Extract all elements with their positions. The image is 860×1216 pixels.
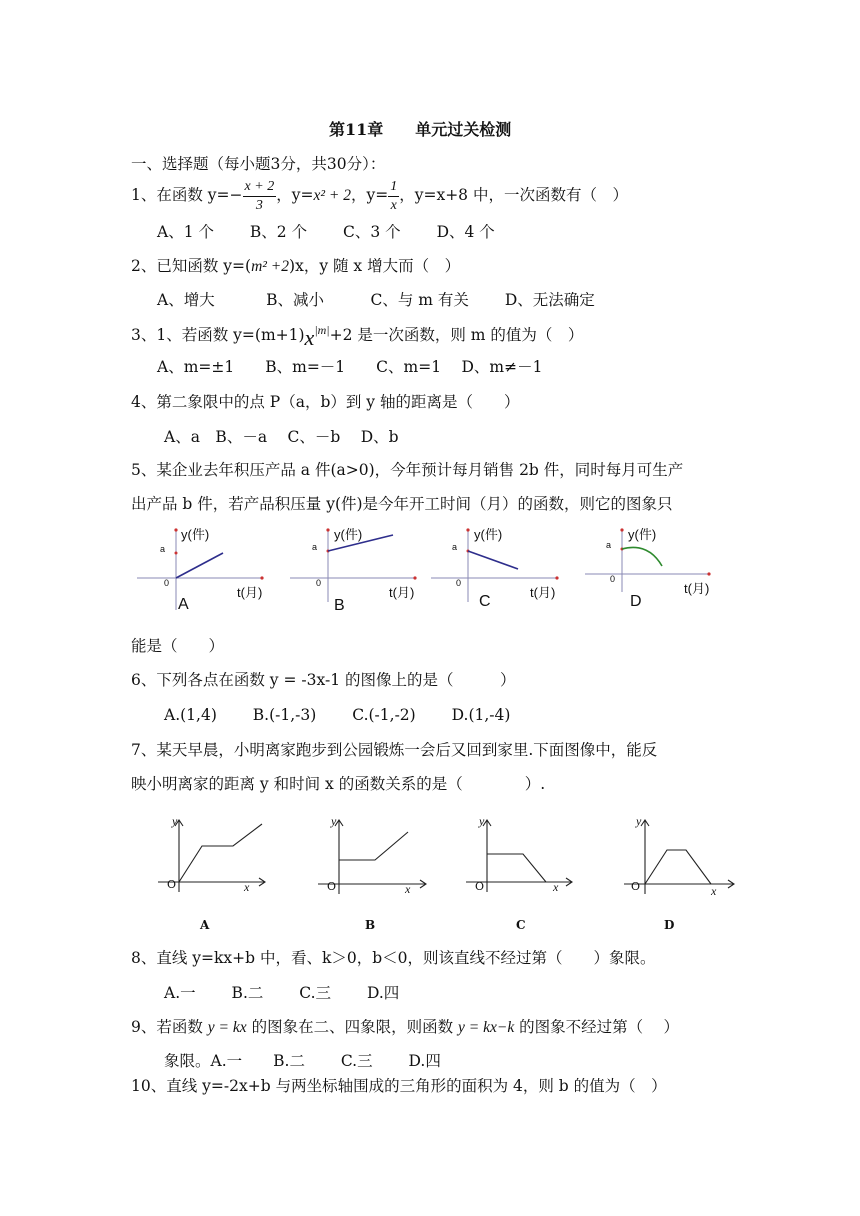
q5-line-3: 能是（ ）	[131, 637, 225, 655]
q5-d-xlabel: t(月)	[684, 581, 710, 596]
q5-label-c: C	[479, 593, 491, 610]
q1-square-term: x² + 2	[313, 187, 351, 204]
q5-c-ylabel: y(件)	[474, 527, 503, 542]
q3-power-base: x	[304, 325, 315, 350]
graph-line	[645, 850, 711, 884]
x-axis-arrow	[413, 576, 416, 579]
q5-c-origin: 0	[456, 578, 462, 588]
q7-graphs	[150, 810, 750, 902]
q4-options: A、a B、－a C、－b D、b	[164, 428, 399, 446]
q7-label-b: B	[365, 918, 376, 932]
q5-b-origin: 0	[316, 578, 322, 588]
q3-options: A、m=±1 B、m=－1 C、m=1 D、m≠－1	[157, 358, 543, 376]
q8-options: A.一 B.二 C.三 D.四	[164, 984, 400, 1002]
q7-label-a: A	[200, 918, 210, 932]
x-axis-arrow	[707, 572, 710, 575]
q5-a-a: a	[160, 544, 166, 554]
q7-label-c: C	[516, 918, 526, 932]
y-axis-arrow	[620, 528, 623, 531]
q5-b-ylabel: y(件)	[334, 527, 363, 542]
q5-label-d: D	[630, 593, 642, 610]
q7-a-origin: O	[167, 878, 177, 891]
q5-label-b: B	[334, 597, 345, 614]
q5-a-ylabel: y(件)	[181, 527, 210, 542]
q1-fraction-1: $\frac{x + 2}{3}$	[244, 178, 275, 213]
q9-line-2: 象限。A.一 B.二 C.三 D.四	[164, 1052, 441, 1070]
q5-a-origin: 0	[164, 578, 170, 588]
question-9: 9、若函数 y = kx 的图象在二、四象限，则函数 y = kx−k 的图象不经过第（ ）	[131, 1018, 680, 1036]
q7-b-origin: O	[327, 880, 337, 893]
question-10: 10、直线 y=-2x+b 与两坐标轴围成的三角形的面积为 4，则 b 的值为（ ）	[131, 1077, 667, 1095]
y-axis-arrow	[174, 528, 177, 531]
q9-function-2: y = kx−k	[458, 1019, 515, 1036]
q5-b-a: a	[312, 542, 318, 552]
x-axis-arrow	[260, 576, 263, 579]
q7-a-x: x	[244, 880, 250, 894]
q7-line-2: 映小明离家的距离 y 和时间 x 的函数关系的是（ ）.	[131, 775, 546, 793]
q1-prefix: 1、在函数 y=−	[131, 186, 243, 204]
q5-d-ylabel: y(件)	[628, 527, 657, 542]
question-1: 1、在函数 y=− $\frac{x + 2}{3}$ ，y=x² + 2，y= $\frac{1}{x}$ ，y=x+8 中，一次函数有（ ）	[131, 178, 628, 213]
y-axis-arrow	[466, 528, 469, 531]
graph-line	[339, 832, 408, 860]
question-3: 3、1、若函数 $y=(m+1)x^{|m|}+2$ 是一次函数，则 m 的值为（ ）	[131, 322, 584, 350]
point-a	[175, 552, 178, 555]
q7-c-y: y	[479, 814, 485, 828]
graph-line	[468, 551, 518, 569]
y-axis-arrow	[326, 528, 329, 531]
q7-d-x: x	[711, 884, 717, 898]
q7-c-origin: O	[475, 880, 485, 893]
q7-b-y: y	[331, 814, 337, 828]
q3-power-exponent: |m|	[314, 322, 330, 337]
page-title: 第11章 单元过关检测	[329, 120, 512, 139]
section-heading: 一、选择题（每小题3分，共30分）：	[131, 155, 386, 173]
q5-d-origin: 0	[610, 574, 616, 584]
q5-line-2: 出产品 b 件，若产品积压量 y(件)是今年开工时间（月）的函数，则它的图象只	[131, 495, 673, 513]
q7-line-1: 7、某天早晨，小明离家跑步到公园锻炼一会后又回到家里.下面图像中，能反	[131, 741, 658, 759]
q7-b-x: x	[405, 882, 411, 896]
graph-curve	[622, 547, 662, 566]
question-2: 2、已知函数 y=(m² +2)x，y 随 x 增大而（ ）	[131, 257, 461, 275]
x-axis-arrow	[555, 576, 558, 579]
q7-d-origin: O	[631, 880, 641, 893]
q1-options: A、1 个 B、2 个 C、3 个 D、4 个	[157, 223, 495, 241]
q5-c-a: a	[452, 542, 458, 552]
q9-function-1: y = kx	[207, 1019, 247, 1036]
q5-d-a: a	[606, 540, 612, 550]
graph-line	[176, 553, 223, 578]
q5-line-1: 5、某企业去年积压产品 a 件(a>0)，今年预计每月销售 2b 件，同时每月可生产	[131, 461, 684, 479]
q2-m-squared: m² +2	[251, 258, 290, 275]
graph-line	[487, 854, 546, 882]
question-8: 8、直线 y=kx+b 中，看、k＞0，b＜0，则该直线不经过第（ ）象限。	[131, 949, 656, 967]
q6-options: A.(1,4) B.(-1,-3) C.(-1,-2) D.(1,-4)	[164, 706, 511, 724]
q1-fraction-2: $\frac{1}{x}$	[390, 178, 398, 213]
q7-label-d: D	[664, 918, 675, 932]
q5-a-xlabel: t(月)	[237, 585, 263, 600]
q5-label-a: A	[178, 596, 189, 613]
question-6: 6、下列各点在函数 y = -3x-1 的图像上的是（ ）	[131, 671, 516, 689]
q7-d-y: y	[636, 814, 642, 828]
question-4: 4、第二象限中的点 P（a，b）到 y 轴的距离是（ ）	[131, 393, 520, 411]
q7-graph-d	[624, 820, 734, 894]
q5-b-xlabel: t(月)	[389, 585, 415, 600]
q5-c-xlabel: t(月)	[530, 585, 556, 600]
graph-line	[179, 824, 262, 882]
q7-a-y: y	[172, 814, 178, 828]
q7-c-x: x	[553, 880, 559, 894]
q2-options: A、增大 B、减小 C、与 m 有关 D、无法确定	[157, 291, 595, 309]
